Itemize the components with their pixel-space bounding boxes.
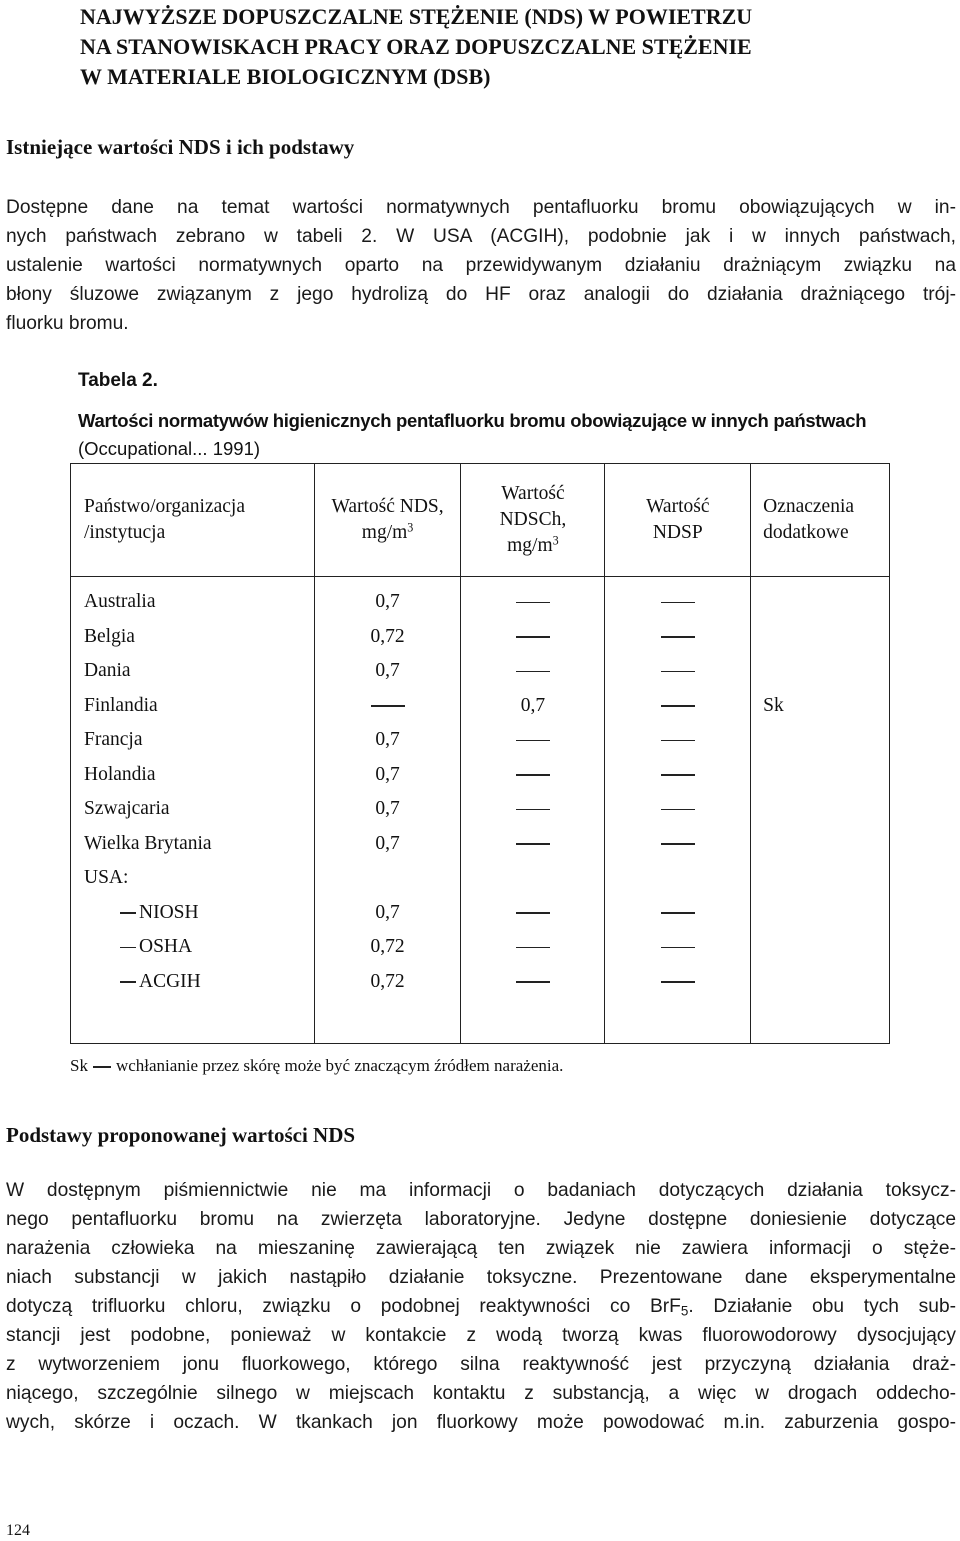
- cell-country: [71, 965, 315, 1000]
- cell-nds: 0,72: [314, 965, 461, 1000]
- cell-ndsch: [461, 792, 605, 827]
- section-title-proposed-nds: Podstawy proponowanej wartości NDS: [6, 1123, 356, 1147]
- table-footnote: [70, 1054, 563, 1078]
- cell-nds: 0,72: [314, 930, 461, 965]
- cell-ndsp: [605, 620, 751, 655]
- header-ndsp: [605, 464, 751, 577]
- cell-extra: [751, 792, 890, 827]
- sub-entry: [84, 936, 192, 957]
- paragraph-line: nych państwach zebrano w tabeli 2. W USA (ACGIH), podobnie jak i w innych państwach,: [6, 226, 956, 247]
- cell-country: Australia: [71, 577, 315, 620]
- country-name: NIOSH: [139, 901, 199, 923]
- cell-ndsch: [461, 861, 605, 896]
- cell-nds: 0,7: [314, 827, 461, 862]
- header-ndsch: [461, 464, 605, 577]
- nds-values-table: [70, 463, 890, 1044]
- paragraph-line: stancji jest podobne, ponieważ w kontakcie z wodą tworzą kwas fluorowodorowy dysocjujący: [6, 1325, 956, 1346]
- heading-line: NAJWYŻSZE DOPUSZCZALNE STĘŻENIE (NDS) W POWIETRZU: [80, 4, 753, 29]
- cell-ndsch: [461, 896, 605, 931]
- table-row: [71, 689, 890, 724]
- section-title-existing-nds: Istniejące wartości NDS i ich podstawy: [6, 135, 355, 159]
- paragraph-text: . Działanie obu tych sub-: [688, 1296, 957, 1317]
- cell-ndsch: [461, 827, 605, 862]
- header-text: Wartość: [501, 483, 565, 504]
- footnote-abbreviation: Sk: [70, 1056, 88, 1075]
- cell-nds: [314, 689, 461, 724]
- table-caption-title: Wartości normatywów higienicznych pentafluorku bromu obowiązujące w innych państwach: [78, 410, 867, 431]
- cell-country: [71, 930, 315, 965]
- cell-ndsp: [605, 723, 751, 758]
- footnote-text: wchłanianie przez skórę może być znaczącym źródłem narażenia.: [115, 1056, 564, 1075]
- section1-paragraph: [6, 193, 956, 338]
- empty-value-dash: [661, 843, 695, 845]
- cell-ndsch: [461, 723, 605, 758]
- header-text: NDSCh,: [499, 509, 567, 530]
- empty-value-dash: [661, 774, 695, 776]
- country-name: OSHA: [139, 936, 193, 957]
- paragraph-line: z wytworzeniem jonu fluorkowego, którego silna reaktywność jest przyczyną działania draż-: [6, 1354, 956, 1375]
- table-row: [71, 827, 890, 862]
- spacer-cell: [71, 999, 315, 1044]
- empty-value-dash: [516, 912, 550, 914]
- document-heading: [80, 2, 940, 92]
- table-body: [71, 577, 890, 1044]
- empty-value-dash: [516, 843, 550, 845]
- cell-extra: [751, 723, 890, 758]
- header-extra: [751, 464, 890, 577]
- header-text: Wartość NDS,: [331, 496, 444, 517]
- cell-ndsp: [605, 861, 751, 896]
- cell-country: Szwajcaria: [71, 792, 315, 827]
- empty-value-dash: [661, 947, 695, 949]
- cell-ndsch: [461, 620, 605, 655]
- table-row: [71, 930, 890, 965]
- cell-nds: 0,7: [314, 654, 461, 689]
- empty-value-dash: [661, 602, 695, 604]
- cell-ndsch: [461, 930, 605, 965]
- header-text: /instytucja: [84, 522, 166, 543]
- header-text: mg/m: [361, 522, 408, 543]
- paragraph-line: wych, skórze i oczach. W tkankach jon fluorkowy może powodować m.in. zaburzenia gospo-: [6, 1412, 956, 1433]
- cell-country: USA:: [71, 861, 315, 896]
- table-row: [71, 896, 890, 931]
- cell-extra: [751, 577, 890, 620]
- subscript: 5: [680, 1303, 689, 1319]
- table-row: [71, 965, 890, 1000]
- cell-nds: 0,7: [314, 577, 461, 620]
- paragraph-line: Dostępne dane na temat wartości normatywnych pentafluorku bromu obowiązujących w in-: [6, 197, 956, 218]
- cell-extra: [751, 620, 890, 655]
- header-text: dodatkowe: [763, 522, 849, 543]
- empty-value-dash: [661, 671, 695, 673]
- header-text: Wartość: [646, 496, 710, 517]
- paragraph-line: [6, 1292, 956, 1321]
- paragraph-line: błony śluzowe związanym z jego hydrolizą do HF oraz analogii do działania drażniącego trój-: [6, 284, 956, 305]
- cell-ndsch: [461, 965, 605, 1000]
- empty-value-dash: [516, 774, 550, 776]
- table-row: [71, 577, 890, 620]
- cell-ndsp: [605, 654, 751, 689]
- cell-ndsp: [605, 896, 751, 931]
- list-dash: [120, 912, 136, 914]
- spacer-cell: [605, 999, 751, 1044]
- cell-country: Finlandia: [71, 689, 315, 724]
- cell-nds: 0,7: [314, 792, 461, 827]
- cell-extra: [751, 758, 890, 793]
- cell-country: Wielka Brytania: [71, 827, 315, 862]
- table-row: [71, 620, 890, 655]
- cell-nds: 0,72: [314, 620, 461, 655]
- cell-extra: [751, 896, 890, 931]
- section2-paragraph: [6, 1176, 956, 1437]
- cell-ndsp: [605, 758, 751, 793]
- paragraph-line: narażenia człowieka na mieszaninę zawierającą ten związek nie zawiera informacji o stęże-: [6, 1238, 956, 1259]
- empty-value-dash: [516, 602, 550, 604]
- cell-nds: [314, 861, 461, 896]
- empty-value-dash: [516, 809, 550, 811]
- cell-ndsp: [605, 577, 751, 620]
- cell-extra: [751, 965, 890, 1000]
- cell-extra: [751, 930, 890, 965]
- header-country: [71, 464, 315, 577]
- paragraph-line: fluorku bromu.: [6, 313, 129, 334]
- spacer-cell: [461, 999, 605, 1044]
- table-label: Tabela 2.: [78, 370, 158, 391]
- cell-country: Belgia: [71, 620, 315, 655]
- cell-extra: [751, 654, 890, 689]
- cell-country: Holandia: [71, 758, 315, 793]
- heading-line: NA STANOWISKACH PRACY ORAZ DOPUSZCZALNE STĘŻENIE: [80, 34, 752, 59]
- list-dash: [120, 947, 136, 949]
- cell-country: Francja: [71, 723, 315, 758]
- spacer-cell: [314, 999, 461, 1044]
- header-text: NDSP: [652, 522, 703, 543]
- page-number: 124: [6, 1522, 30, 1539]
- table-header-row: [71, 464, 890, 577]
- cell-ndsp: [605, 930, 751, 965]
- empty-value-dash: [661, 636, 695, 638]
- header-superscript: 3: [407, 520, 414, 535]
- header-text: mg/m: [507, 535, 553, 556]
- table-spacer-row: [71, 999, 890, 1044]
- empty-value-dash: [516, 636, 550, 638]
- paragraph-line: nego pentafluorku bromu na zwierzęta laboratoryjne. Jedyne dostępne doniesienie dotyczące: [6, 1209, 956, 1230]
- table-row: [71, 792, 890, 827]
- spacer-cell: [751, 999, 890, 1044]
- cell-nds: 0,7: [314, 758, 461, 793]
- empty-value-dash: [661, 705, 695, 707]
- empty-value-dash: [661, 809, 695, 811]
- table-row: [71, 861, 890, 896]
- empty-value-dash: [516, 671, 550, 673]
- paragraph-line: ustalenie wartości normatywnych oparto na przewidywanym działaniu drażniącym związku na: [6, 255, 956, 276]
- paragraph-line: niącego, szczególnie silnego w miejscach kontaktu z substancją, a więc w drogach oddecho-: [6, 1383, 956, 1404]
- sub-entry: [84, 902, 199, 923]
- empty-value-dash: [516, 740, 550, 742]
- country-name: ACGIH: [139, 970, 201, 992]
- cell-ndsch: [461, 654, 605, 689]
- header-superscript: 3: [552, 533, 559, 548]
- footnote-dash: [93, 1066, 111, 1067]
- table-caption: [78, 407, 958, 463]
- cell-ndsp: [605, 689, 751, 724]
- cell-nds: 0,7: [314, 896, 461, 931]
- cell-country: Dania: [71, 654, 315, 689]
- header-nds: [314, 464, 461, 577]
- empty-value-dash: [516, 947, 550, 949]
- cell-extra: Sk: [751, 689, 890, 724]
- sub-entry: [84, 971, 201, 992]
- heading-line: W MATERIALE BIOLOGICZNYM (DSB): [80, 64, 491, 89]
- paragraph-line: W dostępnym piśmiennictwie nie ma informacji o badaniach dotyczących działania toksycz-: [6, 1180, 956, 1201]
- empty-value-dash: [661, 740, 695, 742]
- cell-nds: 0,7: [314, 723, 461, 758]
- cell-ndsch: [461, 758, 605, 793]
- table-caption-source: (Occupational... 1991): [78, 438, 261, 459]
- empty-value-dash: [661, 912, 695, 914]
- cell-extra: [751, 861, 890, 896]
- table-row: [71, 758, 890, 793]
- cell-extra: [751, 827, 890, 862]
- header-text: Oznaczenia: [763, 496, 855, 517]
- empty-value-dash: [661, 981, 695, 983]
- paragraph-text: dotyczą trifluorku chloru, związku o podobnej reaktywności co BrF: [6, 1296, 681, 1317]
- empty-value-dash: [516, 981, 550, 983]
- empty-value-dash: [371, 705, 405, 707]
- header-text: Państwo/organizacja: [84, 496, 246, 517]
- cell-country: [71, 896, 315, 931]
- list-dash: [120, 981, 136, 983]
- cell-ndsp: [605, 827, 751, 862]
- cell-ndsp: [605, 965, 751, 1000]
- table-row: [71, 723, 890, 758]
- cell-ndsp: [605, 792, 751, 827]
- paragraph-line: niach substancji w jakich nastąpiło działanie toksyczne. Prezentowane dane eksperymentalne: [6, 1267, 956, 1288]
- cell-ndsch: [461, 577, 605, 620]
- table-row: [71, 654, 890, 689]
- cell-ndsch: 0,7: [461, 689, 605, 724]
